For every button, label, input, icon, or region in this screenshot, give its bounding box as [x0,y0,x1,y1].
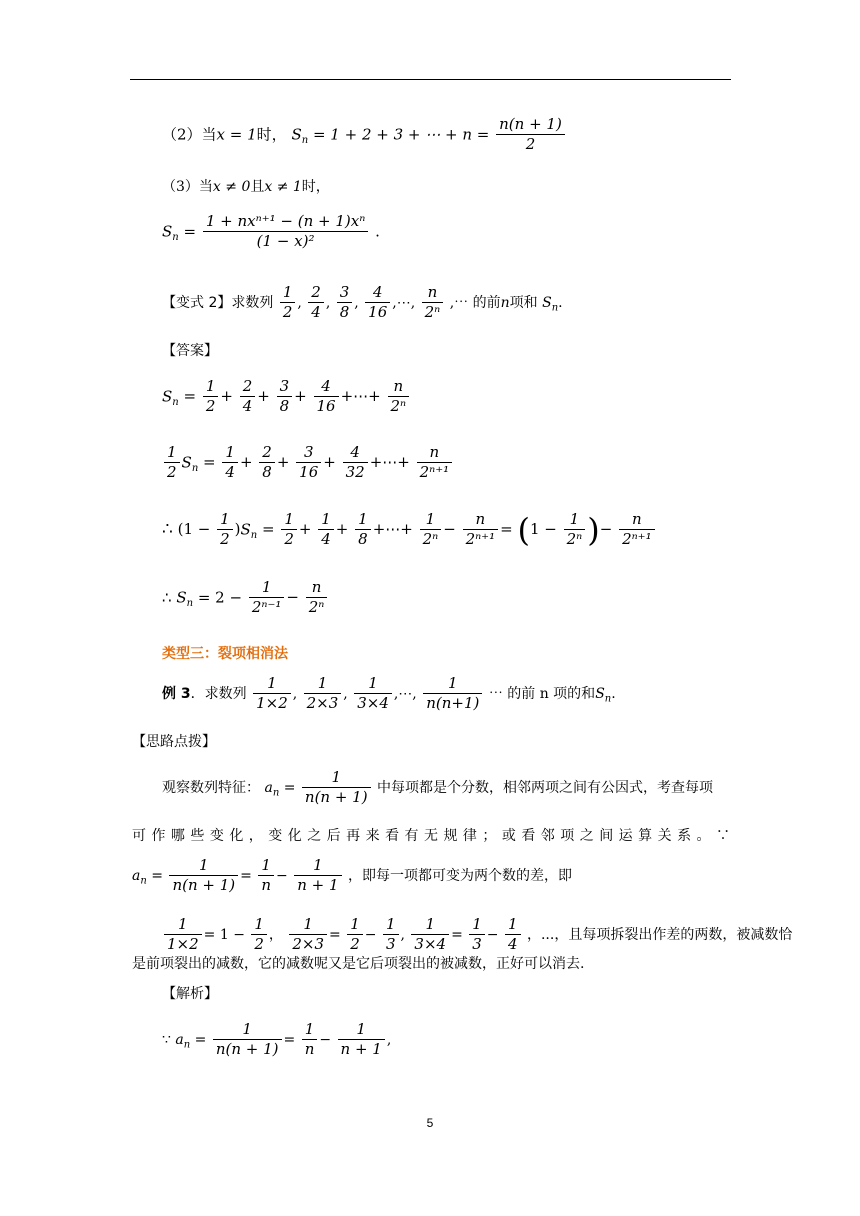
variant2-line: 【变式 2】求数列 $\frac{1}{2}$ , $\frac{2}{4}$ , $\frac{3}{8}$ , $\frac{4}{16}$ ,⋯, $\frac{n}{\text{2ⁿ}}$ ,⋯ 的前n项和 $S_n$. [162,283,563,322]
hint-line-3: $a_n$ = $\frac{1}{n(n + 1)}$ = $\frac{1}{n}$ − $\frac{1}{n + 1}$ ，即每一项都可变为两个数的差，即 [132,856,572,895]
case3-formula: $S_n$ = $\frac{\text{1 + nxⁿ⁺¹ − (n + 1)xⁿ}}{\text{(1 − x)²}}$ . [162,212,380,251]
analysis-equation: ∵ $a_n$ = $\frac{1}{n(n + 1)}$ = $\frac{1}{n}$ − $\frac{1}{n + 1}$ , [162,1020,392,1059]
header-rule [130,79,731,80]
hint-line-5: 是前项裂出的减数，它的减数呢又是它后项裂出的被减数，正好可以消去. [132,956,585,972]
example3-line: 例 3．求数列 $\frac{1}{1\times 2}$ , $\frac{1}{2\times 3}$ , $\frac{1}{3\times 4}$ ,⋯, $\frac{1}{n(n+1)}$ ⋯ 的前 n 项的和$S_n$. [162,674,616,713]
hint-line-1: 观察数列特征： $a_n$ = $\frac{1}{n(n + 1)}$ 中每项都是个分数，相邻两项之间有公因式，考查每项 [162,768,714,807]
page-number: 5 [426,1116,434,1130]
equation-1: $S_n$ = $\frac{1}{2}$ + $\frac{2}{4}$ + $\frac{3}{8}$ + $\frac{4}{16}$ +⋯+ $\frac{n}{\text{2ⁿ}}$ [162,377,411,417]
hint-line-2: 可作哪些变化，变化之后再来看有无规律；或看邻项之间运算关系。∵ [132,828,730,844]
section-heading: 类型三：裂项相消法 [162,646,288,662]
answer-label: 【答案】 [162,343,218,359]
analysis-label: 【解析】 [162,986,218,1002]
hint-label: 【思路点拨】 [132,734,216,750]
case3-line: （3）当x ≠ 0且x ≠ 1时， [162,179,330,195]
hint-line-4: $\frac{1}{1\times 2}$ = 1 − $\frac{1}{2}$ ， $\frac{1}{2\times 3}$ = $\frac{1}{2}$ − $\frac{1}{3}$ , $\frac{1}{3\times 4}$ = $\frac{1}{3}$ − $\frac{1}{4}$ ，...，且每项拆裂出作差的两数，被减数恰 [162,915,792,955]
equation-3: ∴ (1 − $\frac{1}{2}$ )$S_n$ = $\frac{1}{2}$ + $\frac{1}{4}$ + $\frac{1}{8}$ +⋯+ $\frac{1}{\text{2ⁿ}}$ − $\frac{n}{\text{2ⁿ⁺¹}}$ = (1 − $\frac{1}{\text{2ⁿ}}$ )− $\frac{n}{\text{2ⁿ⁺¹}}$ [162,510,657,550]
case2-fraction: $\frac{n(n + 1)}{2}$ [496,115,565,155]
equation-2: $\frac{1}{2}$ $S_n$ = $\frac{1}{4}$ + $\frac{2}{8}$ + $\frac{3}{16}$ + $\frac{4}{32}$ +⋯+ $\frac{n}{\text{2ⁿ⁺¹}}$ [162,443,454,483]
equation-4: ∴ $S_n = 2$ − $\frac{1}{\text{2ⁿ⁻¹}}$ − $\frac{n}{\text{2ⁿ}}$ [162,578,329,618]
case2-line: （2）当x = 1时， $S_n = 1 + 2 + 3$ + ⋯ + n = $\frac{n(n + 1)}{2}$ [162,115,567,155]
